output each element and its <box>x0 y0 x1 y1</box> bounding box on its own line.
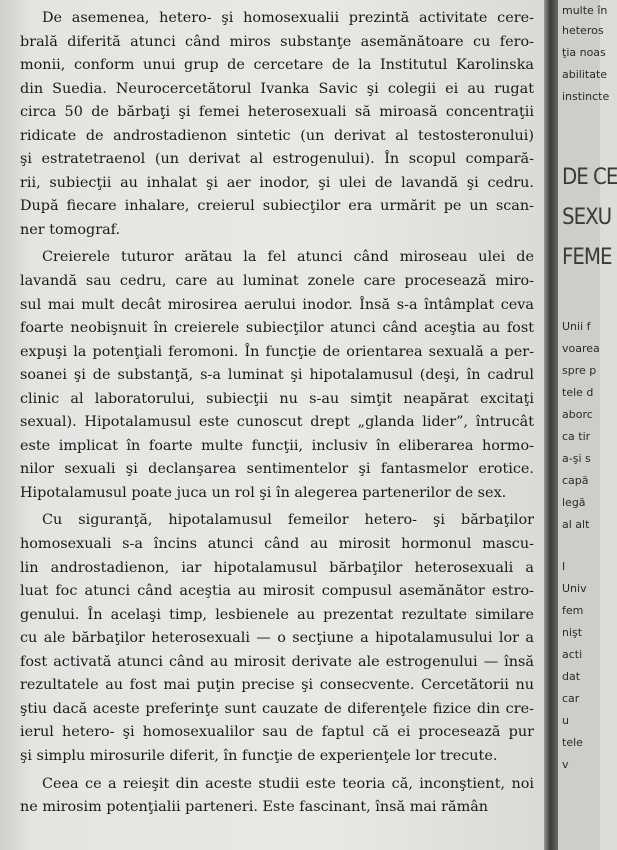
next-page-text-fragment: fem <box>562 604 584 617</box>
text-line: După fiecare inhalare, creierul subiecţilor era urmărit pe un scan- <box>20 198 534 215</box>
next-page-text-fragment: a-şi s <box>562 452 591 465</box>
text-line: nilor sexuali şi declanşarea sentimentelor şi fantasmelor erotice. <box>20 461 534 478</box>
next-page-text-fragment: instincte <box>562 90 610 103</box>
text-line: ner tomograf. <box>20 221 121 238</box>
next-page-text-fragment: abilitate <box>562 68 608 81</box>
text-line: clinic al laboratorului, subiecţii nu s-au simţit neapărat excitaţi <box>20 390 534 407</box>
text-line: homosexuali s-a încins atunci când au mirosit hormonul mascu- <box>20 536 534 553</box>
next-page-heading-fragment: SEXU <box>562 205 612 230</box>
next-page-text-fragment: dat <box>562 670 581 683</box>
text-line: rii, subiecţii au inhalat şi aer inodor, şi ulei de lavandă şi cedru. <box>20 174 534 191</box>
next-page-text-fragment: I <box>562 560 566 573</box>
text-line: Hipotalamusul poate juca un rol şi în alegerea partenerilor de sex. <box>20 484 507 501</box>
next-page-text-fragment: Unii f <box>562 320 591 333</box>
text-line: şi estratetraenol (un derivat al estrogenului). În scopul compară- <box>20 151 534 168</box>
text-line: ridicate de androstadienon sintetic (un derivat al testosteronului) <box>20 127 534 144</box>
next-page-text-fragment: u <box>562 714 569 727</box>
text-line: luat foc atunci când aceştia au mirosit compusul asemănător estro- <box>20 583 534 600</box>
text-line: rezultatele au fost mai puţin precise şi consecvente. Cercetătorii nu <box>20 677 534 694</box>
next-page-text-fragment: legă <box>562 496 586 509</box>
text-line: Creierele tuturor arătau la fel atunci când miroseau ulei de <box>42 249 534 266</box>
text-line: circa 50 de bărbaţi şi femei heterosexuali să miroasă concentraţii <box>20 104 534 121</box>
text-line: monii, conform unui grup de cercetare de la Institutul Karolinska <box>20 57 534 74</box>
next-page-text-fragment: Univ <box>562 582 587 595</box>
next-page-text-fragment: v <box>562 758 569 771</box>
next-page-text-fragment: al alt <box>562 518 590 531</box>
text-line: şi simplu mirosurile diferit, în funcţie de experienţele lor trecute. <box>20 747 498 764</box>
text-line: lavandă sau cedru, care au luminat zonele care procesează miro- <box>20 273 534 290</box>
next-page-text-fragment: voarea <box>562 342 600 355</box>
text-line: brală diferită atunci când miros substanţe asemănătoare cu fero- <box>20 33 534 50</box>
next-page-heading-fragment: FEME <box>562 245 612 270</box>
paragraph <box>20 7 534 242</box>
text-line: Ceea ce a reieşit din aceste studii este teoria că, inconştient, noi <box>42 775 534 792</box>
text-line: sexual). Hipotalamusul este cunoscut drept „glanda lider”, întrucât <box>20 414 534 431</box>
text-line: ne mirosim potenţialii parteneri. Este fascinant, însă mai rămân <box>20 799 489 816</box>
next-page-text-fragment: multe în <box>562 4 608 17</box>
next-page-text-fragment: tele d <box>562 386 594 399</box>
text-line: sul mai mult decât mirosirea aerului inodor. Însă s-a întâmplat ceva <box>20 296 534 313</box>
text-line: este implicat în foarte multe funcţii, inclusiv în eliberarea hormo- <box>20 437 534 454</box>
text-line: fost activată atunci când au mirosit derivate ale estrogenului — însă <box>20 653 534 670</box>
paragraph <box>20 773 534 820</box>
next-page-text-fragment: acti <box>562 648 583 661</box>
text-line: foarte neobişnuit în creierele subiecţilor atunci când aceştia au fost <box>20 320 534 337</box>
next-page-text-fragment: aborc <box>562 408 593 421</box>
body-text <box>20 7 534 820</box>
next-page-text-fragment: ţia noas <box>562 46 606 59</box>
next-page-text-fragment: car <box>562 692 580 705</box>
text-line: De asemenea, hetero- şi homosexualii prezintă activitate cere- <box>42 10 534 26</box>
next-page-text-fragment: spre p <box>562 364 597 377</box>
text-line: Cu siguranţă, hipotalamusul femeilor hetero- şi bărbaţilor <box>42 512 534 529</box>
next-page-text-fragment: heteros <box>562 24 604 37</box>
text-line: ştiu dacă aceste preferinţe sunt cauzate de diferenţele fizice din cre- <box>20 700 534 717</box>
book-gutter <box>544 0 558 850</box>
next-page-text-fragment: capă <box>562 474 589 487</box>
text-line: ierul hetero- şi homosexualilor sau de faptul că ei procesează pur <box>20 724 534 741</box>
text-line: soanei şi de substanţă, s-a luminat şi hipotalamusul (deşi, în cadrul <box>20 367 534 384</box>
paragraph <box>20 509 534 768</box>
paragraph <box>20 246 534 505</box>
next-page-heading-fragment: DE CE <box>562 165 617 190</box>
next-page-text-fragment: tele <box>562 736 583 749</box>
next-page-edge <box>558 0 617 850</box>
text-line: genului. În acelaşi timp, lesbienele au prezentat rezultate similare <box>20 606 534 623</box>
next-page-text-fragment: nişt <box>562 626 583 639</box>
text-line: din Suedia. Neurocercetătorul Ivanka Savic şi colegii ei au rugat <box>20 80 534 97</box>
text-line: lin androstadienon, iar hipotalamusul bărbaţilor heterosexuali a <box>20 559 534 576</box>
text-line: expuşi la potenţiali feromoni. În funcţie de orientarea sexuală a per- <box>20 343 534 360</box>
next-page-text-fragment: ca tir <box>562 430 591 443</box>
text-line: cu ale bărbaţilor heterosexuali — o secţiune a hipotalamusului lor a <box>20 630 534 647</box>
